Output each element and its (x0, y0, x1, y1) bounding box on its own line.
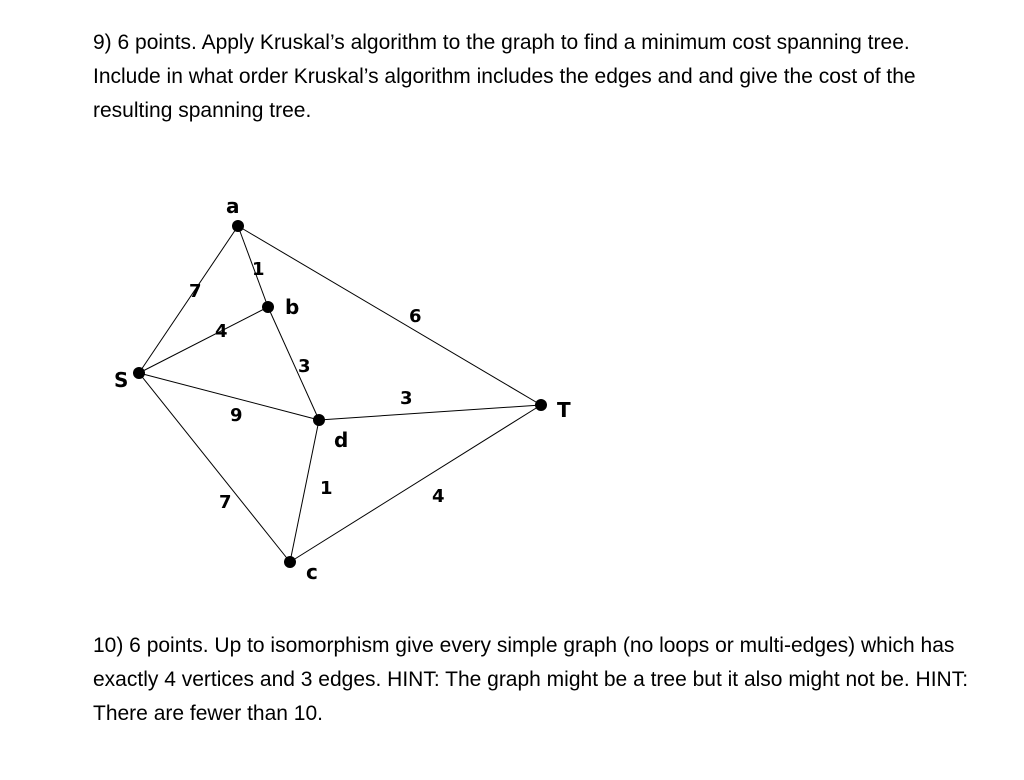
edge-S-d (139, 373, 319, 420)
edge-a-T (238, 226, 541, 405)
vertex-S (133, 367, 145, 379)
vertex-label-d: d (334, 428, 349, 452)
weight-d-T: 3 (400, 388, 413, 409)
weight-c-T: 4 (432, 486, 445, 507)
edge-d-T (319, 405, 541, 420)
vertex-label-S: S (114, 368, 129, 392)
vertex-c (284, 556, 296, 568)
edge-b-d (268, 307, 319, 420)
weight-a-b: 1 (252, 259, 265, 280)
question-9-text: 9) 6 points. Apply Kruskal’s algorithm to the graph to find a minimum cost spanning tree. Include in what order Kruskal’s algorithm includes the edges and and give the cost of the resulting spanning tree. (93, 31, 916, 122)
weight-d-c: 1 (320, 478, 333, 499)
weight-S-a: 7 (189, 281, 202, 302)
edge-S-b (139, 307, 268, 373)
weight-S-d: 9 (230, 405, 243, 426)
weight-b-d: 3 (298, 356, 311, 377)
vertex-b (262, 301, 274, 313)
weight-S-b: 4 (215, 321, 228, 342)
vertex-T (535, 399, 547, 411)
vertex-label-T: T (557, 398, 571, 422)
vertex-a (232, 220, 244, 232)
edge-d-c (290, 420, 319, 562)
vertex-label-c: c (306, 560, 318, 584)
vertex-d (313, 414, 325, 426)
edge-S-c (139, 373, 290, 562)
weight-S-c: 7 (219, 492, 232, 513)
question-10-text: 10) 6 points. Up to isomorphism give every simple graph (no loops or multi-edges) which has exactly 4 vertices and 3 edges. HINT: The graph might be a tree but it also might not be. HINT: There are fewer than 10. (93, 634, 969, 725)
vertex-label-a: a (226, 194, 240, 218)
vertex-label-b: b (285, 295, 300, 319)
weight-a-T: 6 (409, 306, 422, 327)
